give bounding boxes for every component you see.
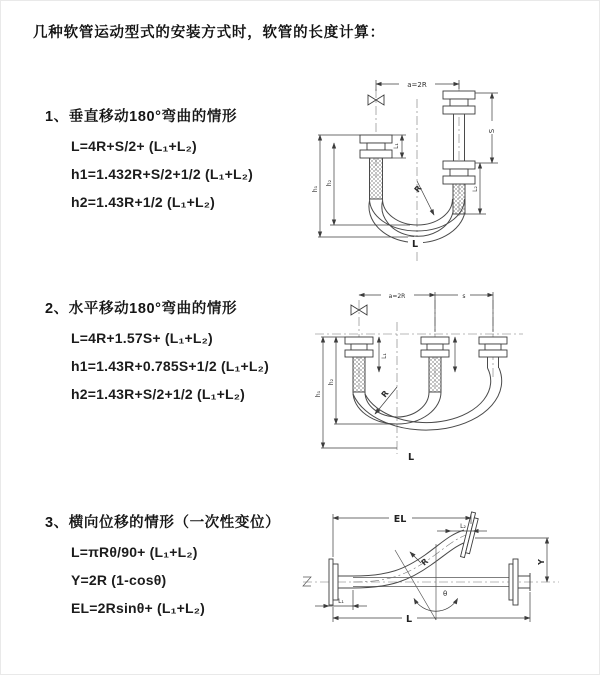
- length-label: L: [407, 452, 415, 463]
- centerline-break-icon: [303, 577, 311, 586]
- flange-middle: [421, 337, 449, 357]
- section-horizontal-movement: [45, 297, 345, 402]
- formula-line: L=4R+S/2+ (L₁+L₂): [71, 138, 197, 154]
- dim-label-h1: h₁: [312, 185, 319, 193]
- length-label: L: [405, 614, 413, 625]
- flange-right: [509, 559, 518, 605]
- section-1-heading: 1、垂直移动180°弯曲的情形: [45, 109, 238, 125]
- diagram-vertical-180-bend: [304, 69, 526, 265]
- formula-line: h1=1.43R+0.785S+1/2 (L₁+L₂): [71, 358, 269, 374]
- formula-line: h2=1.43R+1/2 (L₁+L₂): [71, 194, 216, 210]
- radius-label: R: [419, 556, 431, 568]
- section-3-heading: 3、横向位移的情形（一次性变位）: [45, 515, 281, 531]
- dim-label-el: EL: [393, 514, 407, 525]
- formula-line: Y=2R (1-cosθ): [71, 572, 167, 588]
- dim-label-l2: L₂: [472, 186, 479, 192]
- dim-label-l1: L₁: [381, 353, 388, 359]
- dim-label-s: S: [488, 128, 496, 134]
- page-title: 几种软管运动型式的安装方式时，软管的长度计算：: [33, 25, 385, 41]
- formula-line: L=πRθ/90+ (L₁+L₂): [71, 544, 198, 560]
- formula-line: h1=1.432R+S/2+1/2 (L₁+L₂): [71, 166, 253, 182]
- dim-label-s: s: [462, 293, 466, 300]
- dim-label-h1: h₁: [315, 390, 322, 398]
- dim-label-h2: h₂: [326, 179, 333, 187]
- formula-line: EL=2Rsinθ+ (L₁+L₂): [71, 600, 206, 616]
- formula-line: h2=1.43R+S/2+1/2 (L₁+L₂): [71, 386, 246, 402]
- flange-left: [329, 559, 338, 605]
- flange-right: [479, 337, 507, 357]
- section-vertical-movement: [45, 105, 345, 210]
- dim-label-a2r: a=2R: [388, 293, 406, 300]
- dim-label-l1: L₁: [338, 598, 344, 605]
- dim-label-h2: h₂: [328, 378, 335, 386]
- dim-label-l1: L₁: [393, 143, 400, 149]
- dim-label-l2: L₂: [460, 523, 466, 530]
- flange-upper: [461, 512, 480, 559]
- formula-line: L=4R+1.57S+ (L₁+L₂): [71, 330, 213, 346]
- dim-label-y: Y: [537, 559, 546, 565]
- length-label: L: [411, 239, 419, 250]
- radius-label: R: [379, 388, 391, 400]
- diagram-lateral-displacement: [297, 504, 567, 656]
- diagram-horizontal-180-bend: [309, 282, 539, 464]
- dim-label-a2r: a=2R: [407, 81, 427, 89]
- flange-left: [345, 337, 373, 357]
- angle-label: θ: [443, 590, 448, 598]
- section-2-heading: 2、水平移动180°弯曲的情形: [45, 301, 238, 317]
- radius-label: R: [412, 183, 424, 195]
